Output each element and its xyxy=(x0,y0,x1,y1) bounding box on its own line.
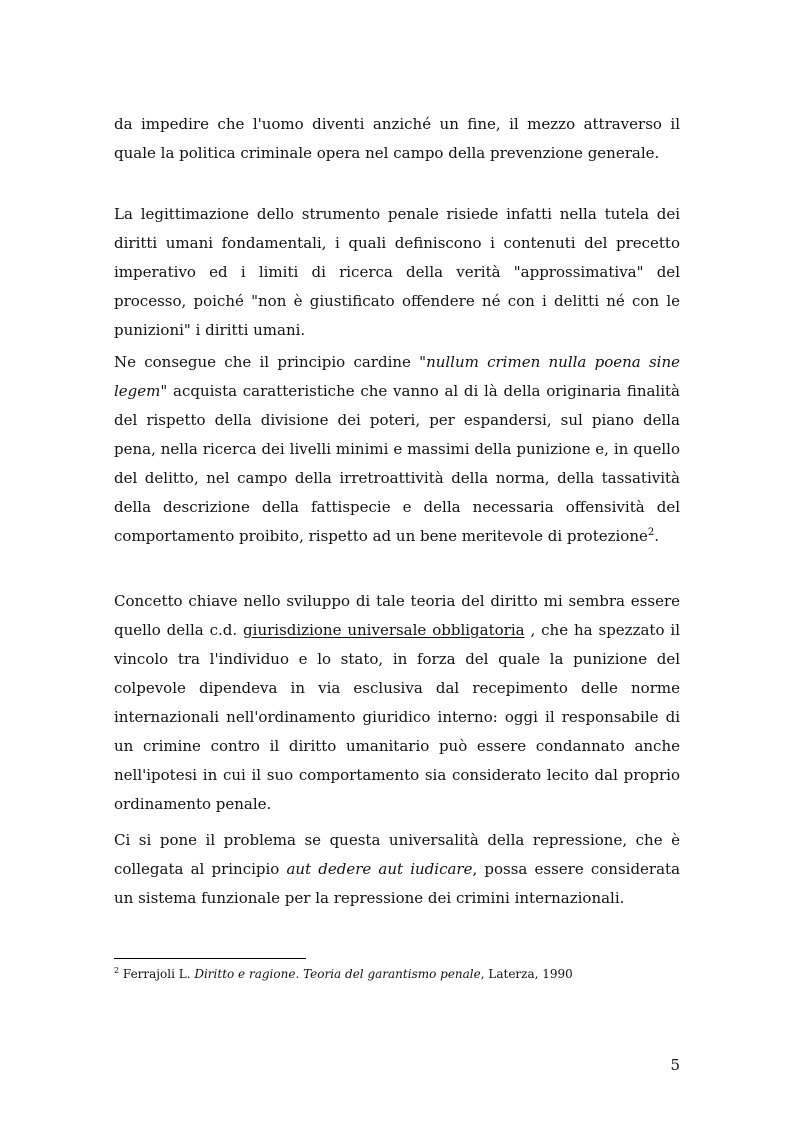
footnote-reference[interactable]: 2 xyxy=(647,527,655,538)
paragraph-4-text-body: , che ha spezzato il vincolo tra l'individuo e lo stato, in forza del quale la punizione del colpevole dipendeva in via esclusiva dal recepimento delle norme internazionali nell'ordinamento giuridico interno: oggi il responsabile di un crimine contro il diritto umanitario può essere condannato anche nell'ipotesi in cui il suo comportamento sia considerato lecito dal proprio ordinamento penale. xyxy=(114,621,680,813)
paragraph-4 xyxy=(114,587,680,819)
underlined-term: giurisdizione universale obbligatoria xyxy=(243,621,525,639)
footnote-separator xyxy=(114,958,306,959)
paragraph-3 xyxy=(114,348,680,551)
footnote xyxy=(114,966,680,982)
paragraph-3-text-end: . xyxy=(654,527,660,545)
paragraph-3-text-start: Ne consegue che il principio cardine " xyxy=(114,353,427,371)
latin-maxim-nullum-crimen: nullum crimen nulla poena sine legem xyxy=(114,353,680,400)
paragraph-2 xyxy=(114,200,680,345)
paragraph-5-text-end: , possa essere considerata un sistema funzionale per la repressione dei crimini internazionali. xyxy=(114,860,681,907)
paragraph-1 xyxy=(114,110,680,168)
latin-maxim-aut-dedere: aut dedere aut iudicare xyxy=(286,860,473,878)
paragraph-1-text: da impedire che l'uomo diventi anziché un fine, il mezzo attraverso il quale la politica criminale opera nel campo della prevenzione generale. xyxy=(114,115,680,162)
paragraph-3-text-body: " acquista caratteristiche che vanno al di là della originaria finalità del rispetto della divisione dei poteri, per espandersi, sul piano della pena, nella ricerca dei livelli minimi e massimi della punizione e, in quello del delitto, nel campo della irretroattività della norma, della tassatività della descrizione della fattispecie e della necessaria offensività del comportamento proibito, rispetto ad un bene meritevole di protezione xyxy=(114,382,680,545)
page-number: 5 xyxy=(670,1056,680,1074)
paragraph-2-text: La legittimazione dello strumento penale risiede infatti nella tutela dei diritti umani fondamentali, i quali definiscono i contenuti del precetto imperativo ed i limiti di ricerca della verità "approssimativa" del processo, poiché "non è giustificato offendere né con i delitti né con le punizioni" i diritti umani. xyxy=(114,205,680,339)
footnote-publisher: , Laterza, 1990 xyxy=(480,967,573,981)
footnote-author: Ferrajoli L. xyxy=(119,967,195,981)
paragraph-5-text-start: Ci si pone il problema se questa universalità della repressione, che è collegata al principio xyxy=(114,831,680,878)
paragraph-5 xyxy=(114,826,680,913)
paragraph-4-text-start: Concetto chiave nello sviluppo di tale teoria del diritto mi sembra essere quello della c.d. xyxy=(114,592,680,639)
footnote-title: Diritto e ragione. Teoria del garantismo penale xyxy=(194,967,481,981)
footnote-number: 2 xyxy=(114,966,120,975)
